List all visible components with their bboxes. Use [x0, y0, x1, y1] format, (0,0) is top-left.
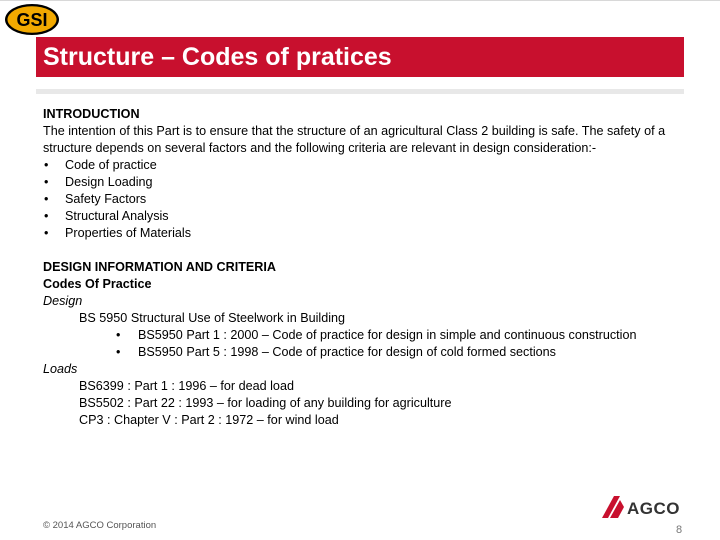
title-bar: [36, 37, 684, 77]
list-item: [116, 327, 683, 344]
list-item-text: BS5950 Part 1 : 2000 – Code of practice for design in simple and continuous construction: [138, 328, 637, 342]
list-item-text: BS5950 Part 5 : 1998 – Code of practice for design of cold formed sections: [138, 345, 556, 359]
slide-content: [43, 106, 683, 429]
bullet-glyph: •: [44, 226, 49, 240]
design-info-heading: DESIGN INFORMATION AND CRITERIA: [43, 260, 276, 274]
codes-subheading: Codes Of Practice: [43, 277, 152, 291]
list-item: [43, 157, 683, 174]
intro-heading: INTRODUCTION: [43, 107, 140, 121]
gsi-logo-text: GSI: [16, 10, 48, 30]
copyright-text: © 2014 AGCO Corporation: [43, 520, 157, 531]
intro-paragraph: The intention of this Part is to ensure that the structure of an agricultural Class 2 building is safe. The safety of a structure depends on several factors and the following criteria are relevant in design consideration:-: [43, 124, 666, 155]
spacer: [43, 242, 683, 259]
bullet-glyph: •: [44, 175, 49, 189]
list-item: [43, 174, 683, 191]
loads-item: BS5502 : Part 22 : 1993 – for loading of any building for agriculture: [79, 396, 452, 410]
bullet-glyph: •: [44, 158, 49, 172]
list-item-text: Properties of Materials: [65, 226, 191, 240]
loads-label: Loads: [43, 362, 78, 376]
list-item: [43, 225, 683, 242]
bullet-glyph: •: [44, 192, 49, 206]
gsi-logo: [4, 3, 60, 36]
intro-bullet-list: [43, 157, 683, 242]
bullet-glyph: •: [116, 328, 121, 342]
list-item-text: Safety Factors: [65, 192, 147, 206]
list-item: [116, 344, 683, 361]
list-item-text: Code of practice: [65, 158, 157, 172]
bullet-glyph: •: [116, 345, 121, 359]
loads-item: CP3 : Chapter V : Part 2 : 1972 – for wind load: [79, 413, 339, 427]
slide-title: Structure – Codes of pratices: [43, 43, 392, 71]
page-number: 8: [676, 524, 683, 536]
design-item-list: [43, 327, 683, 361]
list-item-text: Structural Analysis: [65, 209, 169, 223]
list-item-text: Design Loading: [65, 175, 153, 189]
agco-brand-text: AGCO: [627, 499, 680, 518]
list-item: [43, 191, 683, 208]
bullet-glyph: •: [44, 209, 49, 223]
design-standard: BS 5950 Structural Use of Steelwork in Building: [79, 311, 346, 325]
divider: [36, 89, 684, 94]
list-item: [43, 208, 683, 225]
loads-item: BS6399 : Part 1 : 1996 – for dead load: [79, 379, 294, 393]
design-label: Design: [43, 294, 83, 308]
